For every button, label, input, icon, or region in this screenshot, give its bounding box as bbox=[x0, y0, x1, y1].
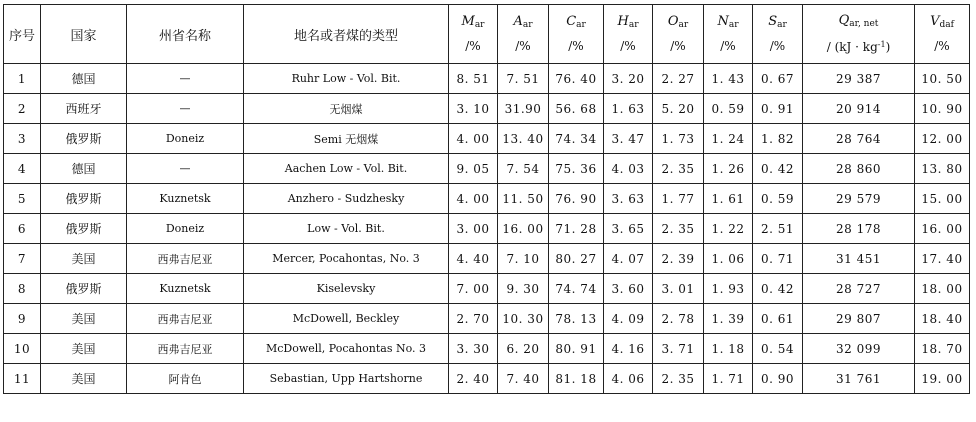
cell-oxygen: 1. 73 bbox=[653, 124, 704, 154]
cell-hydrogen: 4. 07 bbox=[604, 244, 653, 274]
cell-heating-value: 20 914 bbox=[803, 94, 915, 124]
cell-country: 俄罗斯 bbox=[41, 214, 127, 244]
cell-volatile: 10. 50 bbox=[915, 64, 970, 94]
header-hydrogen-symbol: $H_{ar}$ bbox=[617, 13, 639, 30]
header-heating-value-symbol: $Q_{ar, net}$ bbox=[838, 12, 879, 29]
cell-volatile: 16. 00 bbox=[915, 214, 970, 244]
cell-country: 美国 bbox=[41, 334, 127, 364]
cell-state: — bbox=[127, 154, 244, 184]
header-nitrogen bbox=[704, 5, 753, 64]
cell-moisture: 4. 40 bbox=[449, 244, 498, 274]
cell-country: 美国 bbox=[41, 304, 127, 334]
cell-oxygen: 1. 77 bbox=[653, 184, 704, 214]
cell-carbon: 81. 18 bbox=[549, 364, 604, 394]
cell-state: 西弗吉尼亚 bbox=[127, 304, 244, 334]
cell-nitrogen: 1. 06 bbox=[704, 244, 753, 274]
cell-seq: 1 bbox=[4, 64, 41, 94]
cell-moisture: 8. 51 bbox=[449, 64, 498, 94]
header-carbon-symbol: $C_{ar}$ bbox=[566, 13, 586, 30]
header-ash-symbol: $A_{ar}$ bbox=[513, 13, 533, 30]
header-oxygen bbox=[653, 5, 704, 64]
cell-country: 俄罗斯 bbox=[41, 184, 127, 214]
table-row bbox=[4, 364, 970, 394]
header-volatile bbox=[915, 5, 970, 64]
cell-ash: 6. 20 bbox=[498, 334, 549, 364]
cell-country: 德国 bbox=[41, 64, 127, 94]
cell-state: — bbox=[127, 64, 244, 94]
cell-moisture: 4. 00 bbox=[449, 124, 498, 154]
cell-country: 德国 bbox=[41, 154, 127, 184]
table-row bbox=[4, 244, 970, 274]
table-row bbox=[4, 304, 970, 334]
cell-oxygen: 2. 27 bbox=[653, 64, 704, 94]
table-row bbox=[4, 154, 970, 184]
header-sulfur-symbol: $S_{ar}$ bbox=[768, 13, 787, 30]
cell-place: McDowell, Beckley bbox=[244, 304, 449, 334]
cell-moisture: 3. 10 bbox=[449, 94, 498, 124]
cell-place: Kiselevsky bbox=[244, 274, 449, 304]
cell-carbon: 80. 91 bbox=[549, 334, 604, 364]
cell-volatile: 13. 80 bbox=[915, 154, 970, 184]
cell-state: Kuznetsk bbox=[127, 184, 244, 214]
header-place: 地名或者煤的类型 bbox=[244, 5, 449, 64]
cell-sulfur: 0. 42 bbox=[753, 274, 803, 304]
table-row bbox=[4, 184, 970, 214]
cell-sulfur: 0. 42 bbox=[753, 154, 803, 184]
cell-state: Doneiz bbox=[127, 214, 244, 244]
cell-carbon: 75. 36 bbox=[549, 154, 604, 184]
cell-carbon: 71. 28 bbox=[549, 214, 604, 244]
cell-ash: 9. 30 bbox=[498, 274, 549, 304]
cell-nitrogen: 1. 24 bbox=[704, 124, 753, 154]
cell-nitrogen: 1. 71 bbox=[704, 364, 753, 394]
cell-nitrogen: 1. 18 bbox=[704, 334, 753, 364]
cell-state: Kuznetsk bbox=[127, 274, 244, 304]
cell-ash: 7. 10 bbox=[498, 244, 549, 274]
cell-seq: 8 bbox=[4, 274, 41, 304]
cell-sulfur: 0. 71 bbox=[753, 244, 803, 274]
cell-heating-value: 28 764 bbox=[803, 124, 915, 154]
cell-country: 美国 bbox=[41, 244, 127, 274]
cell-ash: 10. 30 bbox=[498, 304, 549, 334]
cell-carbon: 76. 90 bbox=[549, 184, 604, 214]
cell-place: Anzhero - Sudzhesky bbox=[244, 184, 449, 214]
cell-volatile: 18. 70 bbox=[915, 334, 970, 364]
cell-place: Aachen Low - Vol. Bit. bbox=[244, 154, 449, 184]
cell-nitrogen: 1. 61 bbox=[704, 184, 753, 214]
cell-nitrogen: 1. 26 bbox=[704, 154, 753, 184]
cell-sulfur: 0. 90 bbox=[753, 364, 803, 394]
cell-hydrogen: 4. 03 bbox=[604, 154, 653, 184]
cell-heating-value: 29 579 bbox=[803, 184, 915, 214]
cell-volatile: 17. 40 bbox=[915, 244, 970, 274]
header-carbon bbox=[549, 5, 604, 64]
table-row bbox=[4, 124, 970, 154]
cell-hydrogen: 3. 63 bbox=[604, 184, 653, 214]
header-moisture bbox=[449, 5, 498, 64]
cell-state: 西弗吉尼亚 bbox=[127, 334, 244, 364]
cell-moisture: 9. 05 bbox=[449, 154, 498, 184]
cell-nitrogen: 0. 59 bbox=[704, 94, 753, 124]
table-row bbox=[4, 274, 970, 304]
cell-sulfur: 0. 91 bbox=[753, 94, 803, 124]
cell-seq: 5 bbox=[4, 184, 41, 214]
header-ash-unit: /% bbox=[515, 38, 531, 53]
table-row bbox=[4, 94, 970, 124]
cell-moisture: 2. 70 bbox=[449, 304, 498, 334]
cell-place: 无烟煤 bbox=[244, 94, 449, 124]
cell-sulfur: 0. 59 bbox=[753, 184, 803, 214]
table-row bbox=[4, 334, 970, 364]
cell-sulfur: 0. 61 bbox=[753, 304, 803, 334]
header-moisture-symbol: $M_{ar}$ bbox=[461, 13, 485, 30]
cell-seq: 6 bbox=[4, 214, 41, 244]
cell-hydrogen: 4. 16 bbox=[604, 334, 653, 364]
header-hydrogen-unit: /% bbox=[620, 38, 636, 53]
cell-heating-value: 28 727 bbox=[803, 274, 915, 304]
header-moisture-unit: /% bbox=[465, 38, 481, 53]
cell-place: Semi 无烟煤 bbox=[244, 124, 449, 154]
cell-ash: 16. 00 bbox=[498, 214, 549, 244]
cell-seq: 3 bbox=[4, 124, 41, 154]
header-volatile-symbol: $V_{daf}$ bbox=[930, 13, 954, 30]
cell-carbon: 74. 74 bbox=[549, 274, 604, 304]
cell-oxygen: 2. 35 bbox=[653, 364, 704, 394]
header-heating-value-unit: / $(kJ \cdot kg^{-1})$ bbox=[826, 39, 891, 54]
cell-moisture: 4. 00 bbox=[449, 184, 498, 214]
cell-ash: 7. 40 bbox=[498, 364, 549, 394]
cell-nitrogen: 1. 39 bbox=[704, 304, 753, 334]
cell-volatile: 10. 90 bbox=[915, 94, 970, 124]
header-row bbox=[4, 5, 970, 64]
cell-place: Ruhr Low - Vol. Bit. bbox=[244, 64, 449, 94]
cell-carbon: 80. 27 bbox=[549, 244, 604, 274]
cell-hydrogen: 1. 63 bbox=[604, 94, 653, 124]
cell-oxygen: 5. 20 bbox=[653, 94, 704, 124]
cell-nitrogen: 1. 43 bbox=[704, 64, 753, 94]
cell-country: 西班牙 bbox=[41, 94, 127, 124]
cell-hydrogen: 4. 09 bbox=[604, 304, 653, 334]
cell-state: Doneiz bbox=[127, 124, 244, 154]
cell-volatile: 18. 00 bbox=[915, 274, 970, 304]
cell-carbon: 74. 34 bbox=[549, 124, 604, 154]
cell-carbon: 78. 13 bbox=[549, 304, 604, 334]
header-state: 州省名称 bbox=[127, 5, 244, 64]
cell-country: 俄罗斯 bbox=[41, 124, 127, 154]
cell-hydrogen: 3. 47 bbox=[604, 124, 653, 154]
header-nitrogen-symbol: $N_{ar}$ bbox=[717, 13, 739, 30]
cell-heating-value: 28 178 bbox=[803, 214, 915, 244]
header-hydrogen bbox=[604, 5, 653, 64]
table-row bbox=[4, 214, 970, 244]
cell-heating-value: 31 761 bbox=[803, 364, 915, 394]
header-oxygen-unit: /% bbox=[670, 38, 686, 53]
cell-sulfur: 1. 82 bbox=[753, 124, 803, 154]
cell-state: 西弗吉尼亚 bbox=[127, 244, 244, 274]
cell-carbon: 76. 40 bbox=[549, 64, 604, 94]
cell-seq: 4 bbox=[4, 154, 41, 184]
cell-heating-value: 32 099 bbox=[803, 334, 915, 364]
coal-analysis-table-wrapper bbox=[3, 4, 970, 394]
cell-sulfur: 0. 67 bbox=[753, 64, 803, 94]
cell-oxygen: 2. 39 bbox=[653, 244, 704, 274]
cell-nitrogen: 1. 22 bbox=[704, 214, 753, 244]
header-heating-value bbox=[803, 5, 915, 64]
header-carbon-unit: /% bbox=[568, 38, 584, 53]
cell-seq: 10 bbox=[4, 334, 41, 364]
cell-volatile: 19. 00 bbox=[915, 364, 970, 394]
cell-oxygen: 3. 01 bbox=[653, 274, 704, 304]
cell-ash: 11. 50 bbox=[498, 184, 549, 214]
cell-place: Sebastian, Upp Hartshorne bbox=[244, 364, 449, 394]
cell-oxygen: 2. 35 bbox=[653, 154, 704, 184]
cell-moisture: 3. 00 bbox=[449, 214, 498, 244]
cell-heating-value: 31 451 bbox=[803, 244, 915, 274]
header-oxygen-symbol: $O_{ar}$ bbox=[667, 13, 689, 30]
cell-volatile: 12. 00 bbox=[915, 124, 970, 154]
cell-heating-value: 28 860 bbox=[803, 154, 915, 184]
cell-country: 美国 bbox=[41, 364, 127, 394]
cell-carbon: 56. 68 bbox=[549, 94, 604, 124]
cell-state: — bbox=[127, 94, 244, 124]
cell-seq: 2 bbox=[4, 94, 41, 124]
cell-ash: 7. 54 bbox=[498, 154, 549, 184]
cell-seq: 9 bbox=[4, 304, 41, 334]
header-seq: 序号 bbox=[4, 5, 41, 64]
cell-state: 阿肯色 bbox=[127, 364, 244, 394]
cell-country: 俄罗斯 bbox=[41, 274, 127, 304]
cell-place: Mercer, Pocahontas, No. 3 bbox=[244, 244, 449, 274]
cell-nitrogen: 1. 93 bbox=[704, 274, 753, 304]
cell-seq: 11 bbox=[4, 364, 41, 394]
cell-heating-value: 29 807 bbox=[803, 304, 915, 334]
cell-ash: 13. 40 bbox=[498, 124, 549, 154]
cell-moisture: 2. 40 bbox=[449, 364, 498, 394]
cell-sulfur: 2. 51 bbox=[753, 214, 803, 244]
header-volatile-unit: /% bbox=[934, 38, 950, 53]
cell-heating-value: 29 387 bbox=[803, 64, 915, 94]
cell-moisture: 7. 00 bbox=[449, 274, 498, 304]
header-nitrogen-unit: /% bbox=[720, 38, 736, 53]
table-row bbox=[4, 64, 970, 94]
cell-seq: 7 bbox=[4, 244, 41, 274]
cell-hydrogen: 3. 65 bbox=[604, 214, 653, 244]
cell-oxygen: 2. 78 bbox=[653, 304, 704, 334]
cell-moisture: 3. 30 bbox=[449, 334, 498, 364]
cell-sulfur: 0. 54 bbox=[753, 334, 803, 364]
cell-oxygen: 3. 71 bbox=[653, 334, 704, 364]
table-body bbox=[4, 64, 970, 394]
cell-place: McDowell, Pocahontas No. 3 bbox=[244, 334, 449, 364]
header-country: 国家 bbox=[41, 5, 127, 64]
cell-hydrogen: 3. 20 bbox=[604, 64, 653, 94]
header-ash bbox=[498, 5, 549, 64]
header-sulfur bbox=[753, 5, 803, 64]
cell-ash: 7. 51 bbox=[498, 64, 549, 94]
cell-hydrogen: 3. 60 bbox=[604, 274, 653, 304]
cell-oxygen: 2. 35 bbox=[653, 214, 704, 244]
cell-volatile: 18. 40 bbox=[915, 304, 970, 334]
cell-ash: 31.90 bbox=[498, 94, 549, 124]
cell-place: Low - Vol. Bit. bbox=[244, 214, 449, 244]
cell-hydrogen: 4. 06 bbox=[604, 364, 653, 394]
coal-analysis-table bbox=[3, 4, 970, 394]
cell-volatile: 15. 00 bbox=[915, 184, 970, 214]
header-sulfur-unit: /% bbox=[769, 38, 786, 53]
